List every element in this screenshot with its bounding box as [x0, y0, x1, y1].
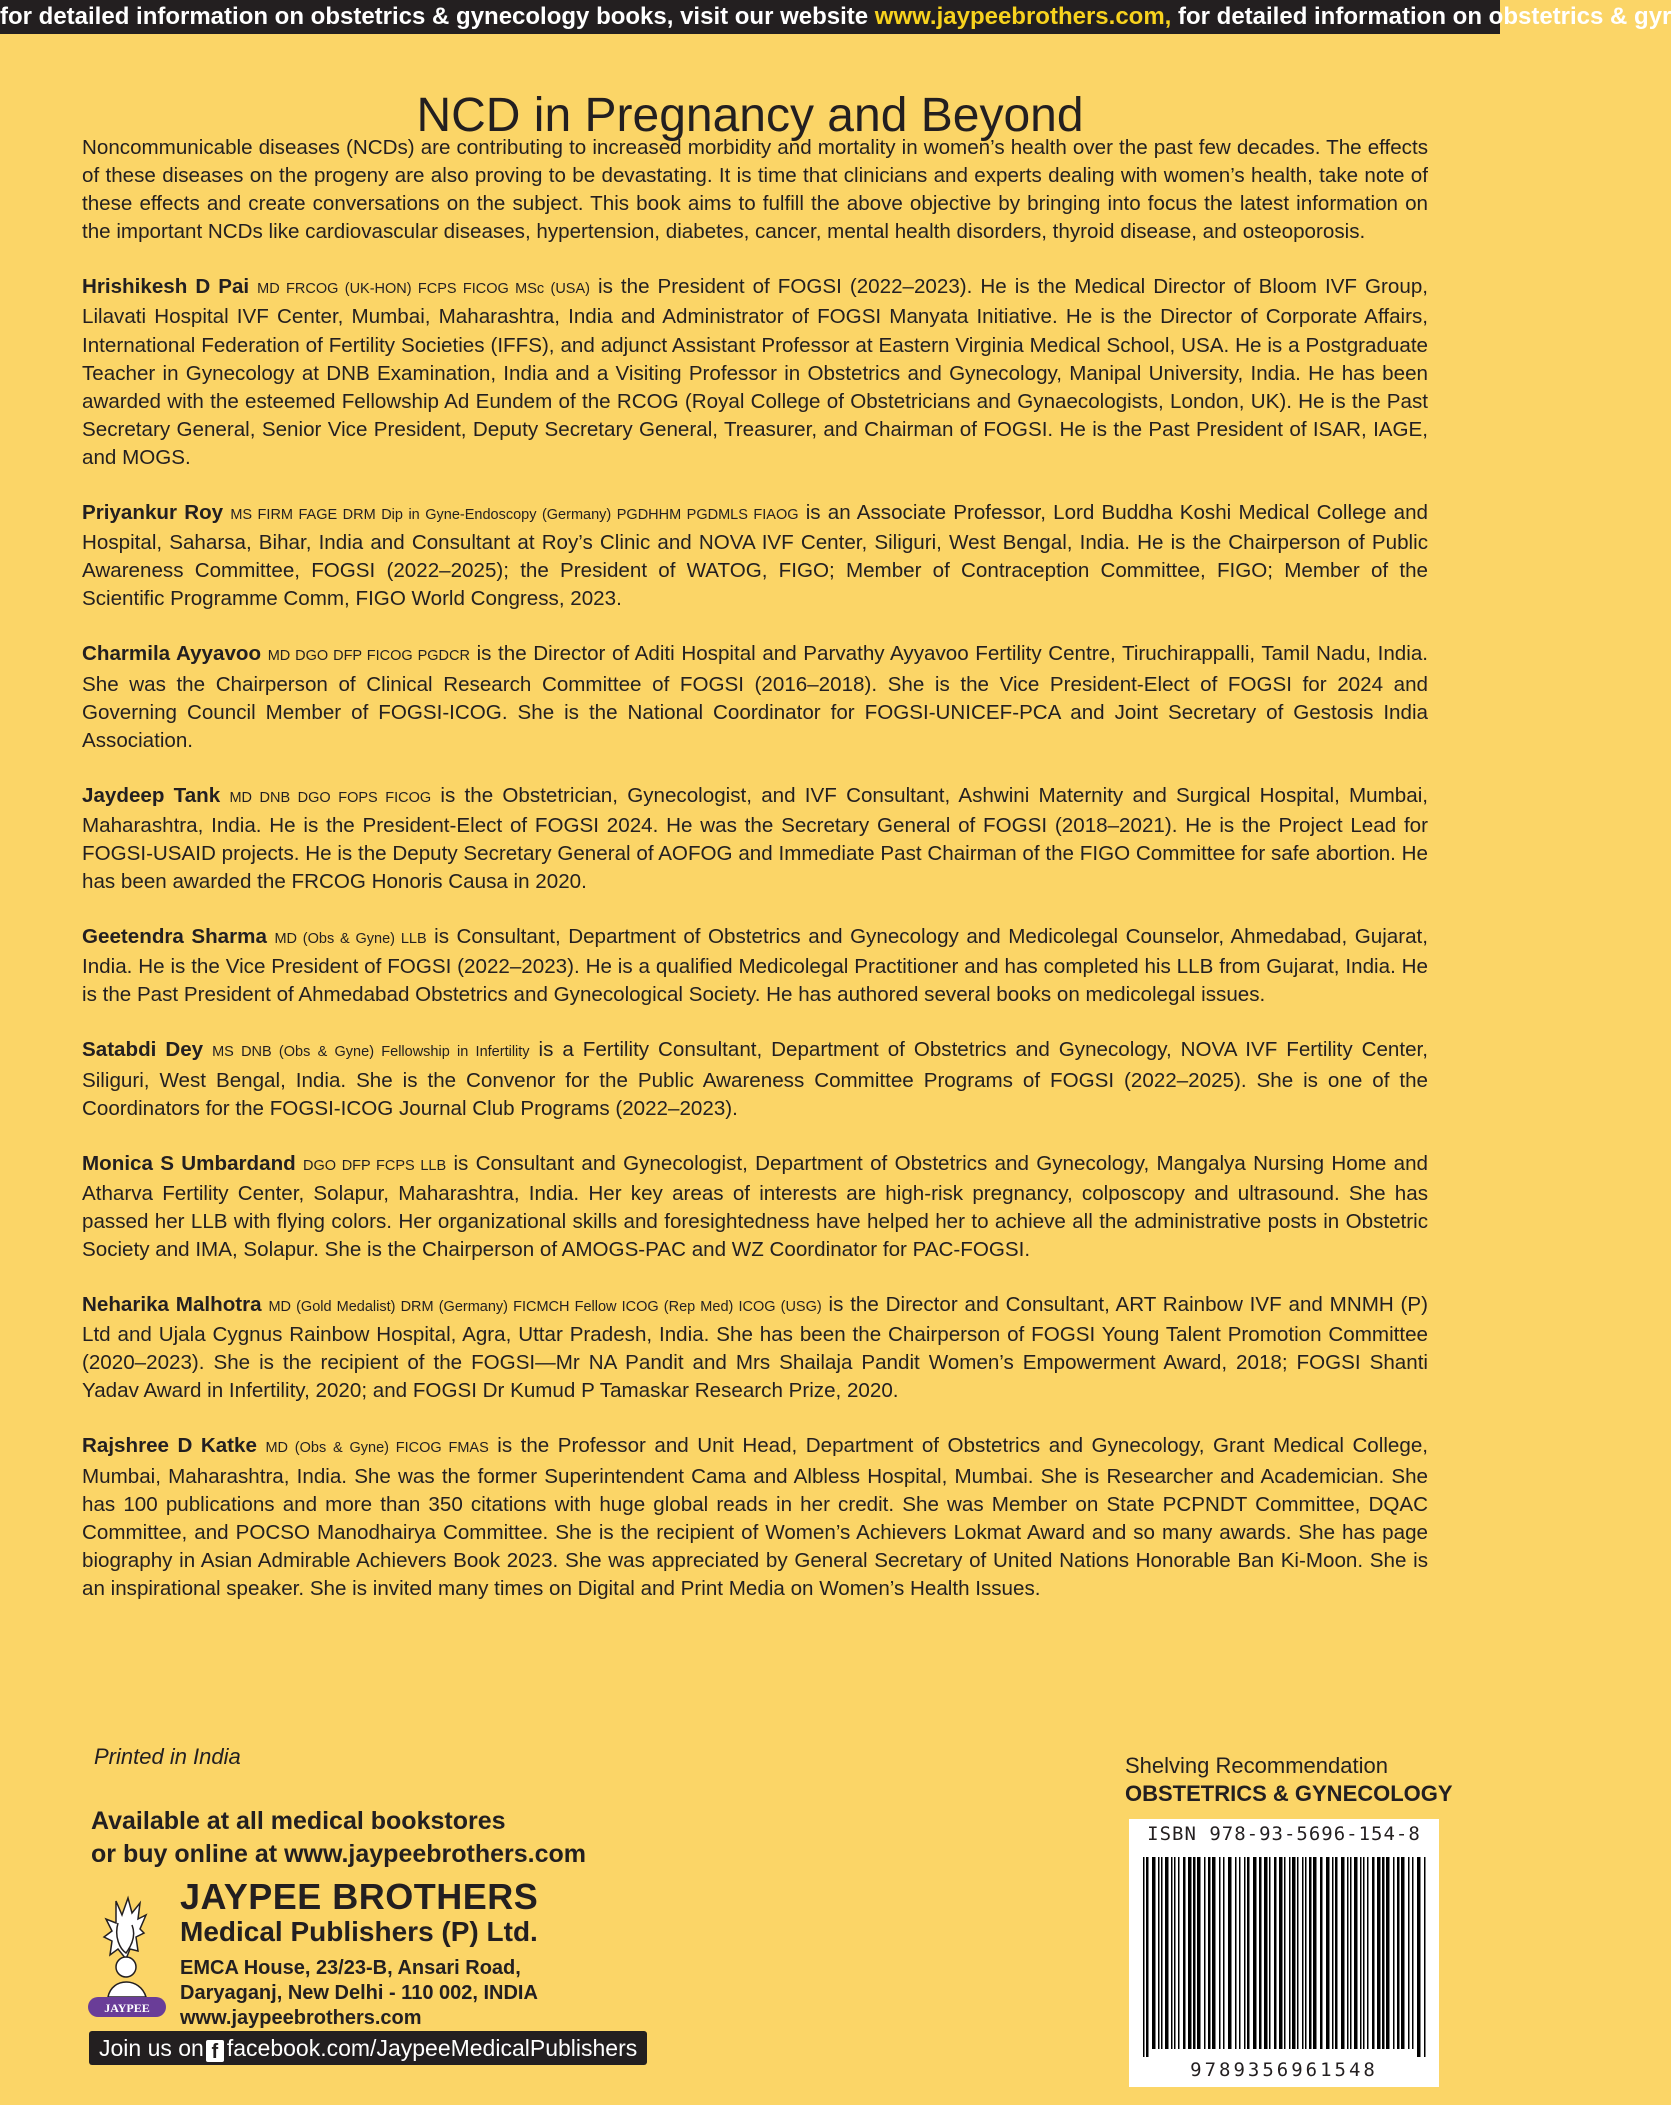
- barcode-bar: [1244, 1857, 1246, 2049]
- facebook-url[interactable]: facebook.com/JaypeeMedicalPublishers: [226, 2035, 638, 2061]
- author-credentials: MD (Obs & Gyne) FICOG FMAS: [265, 1440, 489, 1457]
- author-name: Rajshree D Katke: [82, 1434, 257, 1458]
- barcode-bar: [1332, 1857, 1334, 2049]
- isbn-text: ISBN 978-93-5696-154-8: [1147, 1823, 1421, 1845]
- barcode-bar: [1174, 1857, 1176, 2049]
- shelving-recommendation: [1125, 1752, 1453, 1808]
- facebook-prefix: Join us on: [99, 2035, 204, 2061]
- barcode-bar: [1347, 1857, 1349, 2049]
- author-credentials: MD FRCOG (UK-HON) FCPS FICOG MSc (USA): [257, 281, 590, 298]
- author-description: is an Associate Professor, Lord Buddha Koshi Medical College and Hospital, Saharsa, Bihar, India and Consultant at Roy’s Clinic and NOVA IVF Center, Siliguri, West Bengal, India. He is the Chairperson of Public Awareness Committee, FOGSI (2022–2025); the President of WATOG, FIGO; Member of Contraception Committee, FIGO; Member of the Scientific Programme Comm, FIGO World Congress, 2023.: [82, 501, 1428, 611]
- author-name: Neharika Malhotra: [82, 1293, 262, 1317]
- intro-paragraph: Noncommunicable diseases (NCDs) are contributing to increased morbidity and mortality in women’s health over the past few decades. The effects of these diseases on the progeny are also proving to be devastating. It is time that clinicians and experts dealing with women’s health, take note of these effects and create conversations on the subject. This book aims to fulfill the above objective by bringing into focus the latest information on the important NCDs like cardiovascular diseases, hypertension, diabetes, cancer, mental health disorders, thyroid disease, and osteoporosis.: [82, 136, 1428, 244]
- barcode-bar: [1320, 1857, 1323, 2049]
- author-description: is Consultant, Department of Obstetrics and Gynecology and Medicolegal Counselor, Ahmedabad, Gujarat, India. He is the Vice President of FOGSI (2022–2023). He is a qualified Medicolegal Practitioner and has completed his LLB from Gujarat, India. He is the Past President of Ahmedabad Obstetrics and Gynecological Society. He has authored several books on medicolegal issues.: [82, 925, 1428, 1007]
- author-bio: [82, 1432, 1428, 1603]
- author-description: is the Obstetrician, Gynecologist, and IVF Consultant, Ashwini Maternity and Surgical Hospital, Mumbai, Maharashtra, India. He is the President-Elect of FOGSI 2024. He was the Secretary General of FOGSI (2018–2021). He is the Project Lead for FOGSI-USAID projects. He is the Deputy Secretary General of AOFOG and Immediate Past Chairman of the FIGO Committee for safe abortion. He has been awarded the FRCOG Honoris Causa in 2020.: [82, 783, 1428, 894]
- author-bio: [82, 923, 1428, 1009]
- publisher-subtitle: Medical Publishers (P) Ltd.: [180, 1916, 538, 1947]
- barcode-bar: [1239, 1857, 1241, 2049]
- barcode-bar: [1393, 1857, 1395, 2049]
- barcode-bar: [1335, 1857, 1338, 2049]
- author-credentials: MD DNB DGO FOPS FICOG: [229, 789, 432, 806]
- barcode-bar: [1223, 1857, 1225, 2049]
- back-cover-text: [82, 134, 1428, 1630]
- address-line-2: Daryaganj, New Delhi - 110 002, INDIA: [180, 1982, 538, 2004]
- author-description: is the Director and Consultant, ART Rainbow IVF and MNMH (P) Ltd and Ujala Cygnus Rainbow Hospital, Agra, Uttar Pradesh, India. She has been the Chairperson of FOGSI Young Talent Promotion Committee (2020–2023). She is the recipient of the FOGSI—Mr NA Pandit and Mrs Shailaja Pandit Women’s Empowerment Award, 2018; FOGSI Shanti Yadav Award in Infertility, 2020; and FOGSI Dr Kumud P Tamaskar Research Prize, 2020.: [82, 1293, 1428, 1403]
- barcode-bar: [1377, 1857, 1381, 2049]
- author-bio: [82, 1291, 1428, 1405]
- barcode-bar: [1279, 1857, 1283, 2049]
- book-title: NCD in Pregnancy and Beyond: [416, 89, 1084, 143]
- author-bio: [82, 640, 1428, 754]
- barcode-bar: [1212, 1857, 1216, 2049]
- barcode-bar: [1178, 1857, 1180, 2049]
- barcode-bar: [1197, 1857, 1201, 2049]
- author-description: is the Professor and Unit Head, Department of Obstetrics and Gynecology, Grant Medical College, Mumbai, Maharashtra, India. She was the former Superintendent Cama and Albless Hospital, Mumbai. She is Researcher and Academician. She has 100 publications and more than 350 citations with huge global reads in her credit. She was Member on State PCPNDT Committee, DQAC Committee, and POCSO Manodhairya Committee. She is the recipient of Women’s Achievers Lokmat Award and so many awards. She has page biography in Asian Admirable Achievers Book 2023. She was appreciated by General Secretary of United Nations Honorable Ban Ki-Moon. She is an inspirational speaker. She is invited many times on Digital and Print Media on Women’s Health Issues.: [82, 1434, 1428, 1600]
- banner-text-1: for detailed information on obstetrics & gynecology books, visit our website: [0, 3, 875, 30]
- barcode-bar: [1341, 1857, 1345, 2049]
- banner-text-2: for detailed information on obstetrics & gyr: [1171, 3, 1671, 30]
- barcode-bar: [1193, 1857, 1196, 2049]
- author-name: Geetendra Sharma: [82, 925, 267, 949]
- barcode-bar: [1171, 1857, 1173, 2049]
- barcode-bar: [1146, 1857, 1149, 2057]
- barcode-bar: [1297, 1857, 1299, 2049]
- barcode-bar: [1397, 1857, 1400, 2049]
- address-line-1: EMCA House, 23/23-B, Ansari Road,: [180, 1957, 521, 1979]
- isbn-barcode: [1129, 1819, 1439, 2087]
- author-bio: [82, 1036, 1428, 1122]
- publisher-address: [180, 1956, 538, 2031]
- barcode-bar: [1247, 1857, 1250, 2049]
- author-description: is the President of FOGSI (2022–2023). He is the Medical Director of Bloom IVF Group, Lilavati Hospital IVF Center, Mumbai, Maharashtra, India and Administrator of FOGSI Manyata Initiative. He is the Director of Corporate Affairs, International Federation of Fertility Societies (IFFS), and adjunct Assistant Professor at Eastern Virginia Medical School, USA. He is a Postgraduate Teacher in Gynecology at DNB Examination, India and a Visiting Professor in Obstetrics and Gynecology, Manipal University, India. He has been awarded with the esteemed Fellowship Ad Eundem of the RCOG (Royal College of Obstetricians and Gynaecologists, London, UK). He is the Past Secretary General, Senior Vice President, Deputy Secretary General, Treasurer, and Chairman of FOGSI. He is the Past President of ISAR, IAGE, and MOGS.: [82, 275, 1428, 469]
- logo-label: JAYPEE: [104, 2001, 150, 2015]
- barcode-bar: [1309, 1857, 1312, 2049]
- publisher-website[interactable]: www.jaypeebrothers.com: [180, 2007, 422, 2029]
- publisher-name: JAYPEE BROTHERS: [180, 1876, 539, 1917]
- jaypee-logo-icon: [86, 1893, 168, 2019]
- barcode-bar: [1313, 1857, 1317, 2049]
- barcode-bar: [1208, 1857, 1211, 2049]
- barcode-bar: [1417, 1857, 1421, 2057]
- author-name: Charmila Ayyavoo: [82, 642, 262, 666]
- author-bios: [82, 273, 1428, 1603]
- author-name: Priyankur Roy: [82, 501, 224, 525]
- author-name: Jaydeep Tank: [82, 783, 221, 807]
- barcode-bar: [1235, 1857, 1237, 2049]
- author-name: Monica S Umbardand: [82, 1151, 296, 1175]
- availability-line-1: Available at all medical bookstores: [91, 1807, 506, 1835]
- barcode-bar: [1350, 1857, 1352, 2049]
- author-credentials: MD (Gold Medalist) DRM (Germany) FICMCH Fellow ICOG (Rep Med) ICOG (USG): [268, 1299, 822, 1316]
- author-bio: [82, 273, 1428, 472]
- author-bio: [82, 499, 1428, 613]
- facebook-bar[interactable]: [89, 2031, 647, 2065]
- shelving-label: Shelving Recommendation: [1125, 1753, 1388, 1778]
- barcode-bar: [1408, 1857, 1410, 2049]
- author-bio: [82, 1150, 1428, 1264]
- barcode-bar: [1253, 1857, 1257, 2049]
- barcode-bar: [1412, 1857, 1414, 2049]
- barcode-bar: [1183, 1857, 1186, 2049]
- top-banner: [0, 0, 1671, 34]
- barcode-bar: [1158, 1857, 1160, 2049]
- author-description: is the Director of Aditi Hospital and Parvathy Ayyavoo Fertility Centre, Tiruchirappalli, Tamil Nadu, India. She was the Chairperson of Clinical Research Committee of FOGSI (2016–2018). She is the Vice President-Elect of FOGSI for 2024 and Governing Council Member of FOGSI-ICOG. She is the National Coordinator for FOGSI-UNICEF-PCA and Joint Secretary of Gestosis India Association.: [82, 642, 1428, 752]
- barcode-bar: [1326, 1857, 1330, 2049]
- availability-line-2: or buy online at www.jaypeebrothers.com: [91, 1840, 587, 1868]
- barcode-bar: [1386, 1857, 1390, 2049]
- barcode-bar: [1284, 1857, 1286, 2049]
- barcode-bar: [1401, 1857, 1405, 2049]
- author-name: Satabdi Dey: [82, 1038, 204, 1062]
- barcode-bar: [1188, 1857, 1192, 2049]
- facebook-icon: f: [206, 2040, 224, 2062]
- author-description: is a Fertility Consultant, Department of Obstetrics and Gynecology, NOVA IVF Fertility Center, Siliguri, West Bengal, India. She is the Convenor for the Public Awareness Committee Programs of FOGSI (2022–2025). She is one of the Coordinators for the FOGSI-ICOG Journal Club Programs (2022–2023).: [82, 1038, 1428, 1120]
- author-credentials: MS FIRM FAGE DRM Dip in Gyne-Endoscopy (Germany) PGDHHM PGDMLS FIAOG: [230, 507, 799, 524]
- barcode-bar: [1161, 1857, 1163, 2049]
- author-description: is Consultant and Gynecologist, Department of Obstetrics and Gynecology, Mangalya Nursing Home and Atharva Fertility Center, Solapur, Maharashtra, India. Her key areas of interests are high-risk pregnancy, colposcopy and ultrasound. She has passed her LLB with flying colors. Her organizational skills and foresightedness have helped her to achieve all the administrative posts in Obstetric Society and IMA, Solapur. She is the Chairperson of AMOGS-PAC and WZ Coordinator for PAC-FOGSI.: [82, 1151, 1428, 1261]
- author-name: Hrishikesh D Pai: [82, 275, 250, 299]
- author-bio: [82, 782, 1428, 896]
- barcode-bar: [1219, 1857, 1221, 2049]
- barcode-bar: [1204, 1857, 1206, 2049]
- availability-note: [91, 1805, 586, 1871]
- barcode-bar: [1424, 1857, 1426, 2057]
- shelving-category: OBSTETRICS & GYNECOLOGY: [1125, 1781, 1453, 1806]
- barcode-bar: [1363, 1857, 1365, 2049]
- barcode-bar: [1382, 1857, 1385, 2049]
- barcode-bar: [1302, 1857, 1304, 2049]
- author-credentials: MD (Obs & Gyne) LLB: [274, 931, 427, 948]
- author-credentials: MS DNB (Obs & Gyne) Fellowship in Infertility: [212, 1044, 530, 1061]
- barcode-bar: [1274, 1857, 1277, 2049]
- banner-website-link[interactable]: www.jaypeebrothers.com,: [874, 3, 1172, 30]
- barcode-bar: [1143, 1857, 1145, 2057]
- barcode-bar: [1264, 1857, 1268, 2049]
- author-credentials: DGO DFP FCPS LLB: [303, 1157, 447, 1174]
- isbn-digits: 9789356961548: [1190, 2059, 1378, 2081]
- barcode-bars: [1141, 1857, 1427, 2057]
- barcode-bar: [1360, 1857, 1362, 2049]
- author-credentials: MD DGO DFP FICOG PGDCR: [267, 648, 470, 665]
- barcode-bar: [1152, 1857, 1156, 2049]
- barcode-bar: [1259, 1857, 1262, 2049]
- printed-in: Printed in India: [94, 1744, 241, 1769]
- barcode-bar: [1289, 1857, 1291, 2049]
- barcode-bar: [1367, 1857, 1369, 2049]
- barcode-bar: [1165, 1857, 1169, 2049]
- barcode-bar: [1372, 1857, 1375, 2049]
- barcode-bar: [1354, 1857, 1358, 2049]
- barcode-bar: [1269, 1857, 1271, 2049]
- barcode-bar: [1305, 1857, 1307, 2049]
- barcode-bar: [1292, 1857, 1296, 2049]
- barcode-bar: [1228, 1857, 1232, 2049]
